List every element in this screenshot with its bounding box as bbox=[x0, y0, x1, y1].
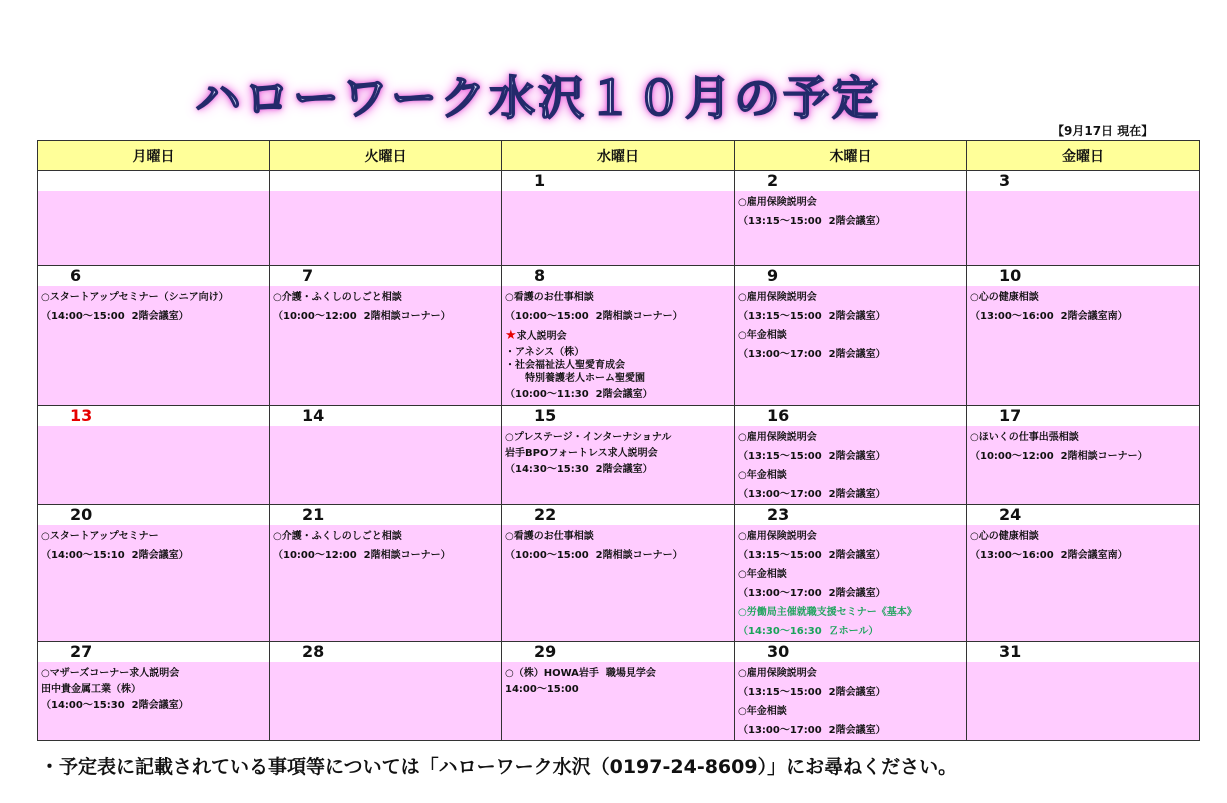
event-line: ★求人説明会 bbox=[505, 328, 567, 343]
day-cell bbox=[502, 406, 735, 505]
event-list bbox=[38, 191, 269, 193]
event-line: （14:30～15:30 2階会議室） bbox=[505, 464, 653, 475]
event-line: ○雇用保険説明会 bbox=[738, 197, 817, 208]
event-line: ○看護のお仕事相談 bbox=[505, 292, 594, 303]
day-number: 15 bbox=[502, 406, 734, 426]
week-row bbox=[38, 642, 1200, 741]
event-list bbox=[502, 426, 734, 479]
weekday-header: 月曜日 bbox=[38, 141, 270, 171]
event-line: （13:00～16:00 2階会議室南） bbox=[970, 311, 1128, 322]
weekday-header: 水曜日 bbox=[502, 141, 735, 171]
event-line: ○ほいくの仕事出張相談 bbox=[970, 432, 1079, 443]
event-line: ○年金相談 bbox=[738, 470, 787, 481]
event-list bbox=[502, 525, 734, 565]
event-list bbox=[502, 286, 734, 404]
event-line: ○年金相談 bbox=[738, 706, 787, 717]
event-list bbox=[735, 191, 966, 231]
star-icon: ★ bbox=[505, 328, 517, 343]
event-line: （10:00～12:00 2階相談コーナー） bbox=[273, 550, 451, 561]
day-number: 9 bbox=[735, 266, 966, 286]
day-number: 16 bbox=[735, 406, 966, 426]
day-number: 20 bbox=[38, 505, 269, 525]
event-line: ○心の健康相談 bbox=[970, 531, 1039, 542]
day-cell bbox=[270, 406, 502, 505]
day-number: 7 bbox=[270, 266, 501, 286]
event-line: （13:15～15:00 2階会議室） bbox=[738, 216, 886, 227]
event-line: （14:00～15:30 2階会議室） bbox=[41, 700, 189, 711]
day-number bbox=[38, 171, 269, 191]
day-number: 31 bbox=[967, 642, 1199, 662]
event-list bbox=[967, 191, 1199, 193]
calendar-body bbox=[38, 171, 1200, 741]
event-list bbox=[735, 426, 966, 504]
event-line: （13:00～17:00 2階会議室） bbox=[738, 489, 886, 500]
event-list bbox=[270, 286, 501, 326]
event-list bbox=[967, 426, 1199, 466]
event-line: （13:15～15:00 2階会議室） bbox=[738, 550, 886, 561]
day-cell bbox=[735, 406, 967, 505]
event-line: ・社会福祉法人聖愛育成会 bbox=[505, 360, 625, 371]
event-list bbox=[967, 525, 1199, 565]
day-number: 27 bbox=[38, 642, 269, 662]
event-line: ○年金相談 bbox=[738, 330, 787, 341]
day-cell bbox=[38, 266, 270, 406]
day-number: 22 bbox=[502, 505, 734, 525]
event-line: ○マザーズコーナー求人説明会 bbox=[41, 668, 180, 679]
event-list bbox=[502, 662, 734, 696]
day-cell bbox=[735, 266, 967, 406]
event-line: 14:00～15:00 bbox=[505, 684, 579, 695]
event-line: （13:15～15:00 2階会議室） bbox=[738, 311, 886, 322]
event-line: （13:00～17:00 2階会議室） bbox=[738, 349, 886, 360]
event-line: ○スタートアップセミナー（シニア向け） bbox=[41, 292, 229, 303]
day-cell bbox=[270, 642, 502, 741]
day-cell bbox=[38, 406, 270, 505]
as-of-date: 【9月17日 現在】 bbox=[1052, 124, 1154, 138]
event-line: （13:00～17:00 2階会議室） bbox=[738, 725, 886, 736]
footer-note: ・予定表に記載されている事項等については「ハローワーク水沢（0197-24-8609）」にお尋ねください。 bbox=[40, 756, 958, 778]
day-cell bbox=[270, 266, 502, 406]
day-cell bbox=[967, 642, 1200, 741]
day-number: 6 bbox=[38, 266, 269, 286]
week-row bbox=[38, 171, 1200, 266]
day-number: 1 bbox=[502, 171, 734, 191]
week-row bbox=[38, 406, 1200, 505]
event-line: ○年金相談 bbox=[738, 569, 787, 580]
event-list bbox=[38, 525, 269, 565]
event-line: （10:00～12:00 2階相談コーナー） bbox=[273, 311, 451, 322]
event-list bbox=[967, 286, 1199, 326]
day-number: 10 bbox=[967, 266, 1199, 286]
event-line: 田中貴金属工業（株） bbox=[41, 684, 141, 695]
day-cell bbox=[38, 642, 270, 741]
day-cell bbox=[502, 642, 735, 741]
event-list bbox=[270, 525, 501, 565]
event-line: ○雇用保険説明会 bbox=[738, 531, 817, 542]
weekday-header: 火曜日 bbox=[270, 141, 502, 171]
event-list bbox=[735, 662, 966, 740]
week-row bbox=[38, 266, 1200, 406]
event-list bbox=[38, 426, 269, 428]
event-line: （10:00～15:00 2階相談コーナー） bbox=[505, 311, 683, 322]
event-line: ○プレステージ・インターナショナル bbox=[505, 432, 672, 443]
event-list bbox=[735, 286, 966, 364]
day-number: 2 bbox=[735, 171, 966, 191]
day-cell bbox=[502, 266, 735, 406]
event-line: ○介護・ふくしのしごと相談 bbox=[273, 531, 402, 542]
event-list bbox=[270, 426, 501, 428]
event-line: （13:00～17:00 2階会議室） bbox=[738, 588, 886, 599]
day-number: 8 bbox=[502, 266, 734, 286]
event-line: ・アネシス（株） bbox=[505, 347, 585, 358]
event-line: （13:15～15:00 2階会議室） bbox=[738, 451, 886, 462]
event-line: （10:00～11:30 2階会議室） bbox=[505, 389, 653, 400]
event-line: （10:00～12:00 2階相談コーナー） bbox=[970, 451, 1148, 462]
event-line: （14:00～15:10 2階会議室） bbox=[41, 550, 189, 561]
day-cell bbox=[38, 505, 270, 642]
day-number: 23 bbox=[735, 505, 966, 525]
day-number: 14 bbox=[270, 406, 501, 426]
event-line: ○（株）HOWA岩手 職場見学会 bbox=[505, 668, 656, 679]
event-list bbox=[270, 662, 501, 664]
day-cell bbox=[967, 505, 1200, 642]
day-number: 29 bbox=[502, 642, 734, 662]
day-number: 3 bbox=[967, 171, 1199, 191]
day-cell bbox=[502, 505, 735, 642]
weekday-header: 金曜日 bbox=[967, 141, 1200, 171]
event-line: （13:00～16:00 2階会議室南） bbox=[970, 550, 1128, 561]
page-title: ハローワーク水沢１０月の予定 bbox=[195, 71, 881, 125]
event-line: （10:00～15:00 2階相談コーナー） bbox=[505, 550, 683, 561]
event-list bbox=[967, 662, 1199, 664]
day-cell bbox=[502, 171, 735, 266]
event-line: ○雇用保険説明会 bbox=[738, 668, 817, 679]
event-list bbox=[38, 662, 269, 715]
calendar-table bbox=[37, 140, 1200, 741]
weekday-header: 木曜日 bbox=[735, 141, 967, 171]
day-cell bbox=[967, 266, 1200, 406]
day-cell bbox=[270, 505, 502, 642]
event-line: （13:15～15:00 2階会議室） bbox=[738, 687, 886, 698]
event-line: （14:00～15:00 2階会議室） bbox=[41, 311, 189, 322]
day-number: 24 bbox=[967, 505, 1199, 525]
day-number: 28 bbox=[270, 642, 501, 662]
day-cell bbox=[735, 642, 967, 741]
event-list bbox=[502, 191, 734, 193]
event-line: ○心の健康相談 bbox=[970, 292, 1039, 303]
event-line: ○スタートアップセミナー bbox=[41, 531, 159, 542]
day-cell bbox=[38, 171, 270, 266]
event-line: 特別養護老人ホーム聖愛園 bbox=[505, 373, 645, 384]
event-line: ○雇用保険説明会 bbox=[738, 432, 817, 443]
event-list bbox=[38, 286, 269, 326]
event-line: ○雇用保険説明会 bbox=[738, 292, 817, 303]
day-cell bbox=[735, 505, 967, 642]
event-line: （14:30～16:30 Ｚホール） bbox=[738, 626, 879, 637]
event-list bbox=[270, 191, 501, 193]
day-number: 21 bbox=[270, 505, 501, 525]
day-number: 17 bbox=[967, 406, 1199, 426]
event-line: ○介護・ふくしのしごと相談 bbox=[273, 292, 402, 303]
day-number bbox=[270, 171, 501, 191]
weekday-header-row bbox=[38, 141, 1200, 171]
day-cell bbox=[967, 171, 1200, 266]
event-line: ○看護のお仕事相談 bbox=[505, 531, 594, 542]
day-number: 13 bbox=[38, 406, 269, 426]
week-row bbox=[38, 505, 1200, 642]
day-number: 30 bbox=[735, 642, 966, 662]
event-line: ○労働局主催就職支援セミナー《基本》 bbox=[738, 607, 917, 618]
event-line: 岩手BPOフォートレス求人説明会 bbox=[505, 448, 658, 459]
day-cell bbox=[967, 406, 1200, 505]
event-list bbox=[735, 525, 966, 641]
day-cell bbox=[735, 171, 967, 266]
day-cell bbox=[270, 171, 502, 266]
